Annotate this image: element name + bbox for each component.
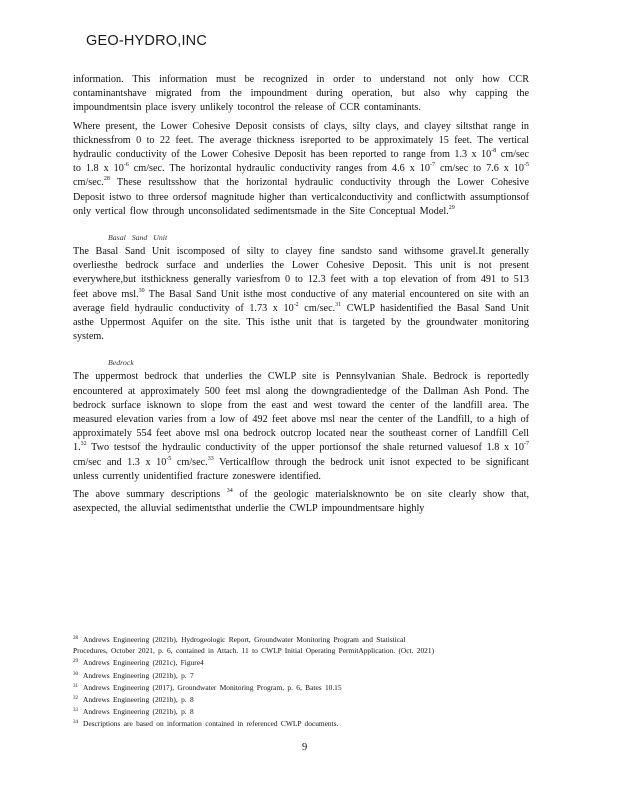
paragraph-basal-sand-unit xyxy=(73,245,529,344)
footnote xyxy=(73,705,533,717)
footnote xyxy=(73,656,533,668)
footnote xyxy=(73,693,533,705)
footnote xyxy=(73,669,533,681)
footnote xyxy=(73,633,533,645)
subheading-basal-sand-unit: Basal Sand Unit xyxy=(108,233,168,243)
document-body xyxy=(73,73,529,516)
paragraph-1: information. This information must be recognized in order to understand not only how CCR contaminantshave migrated from the impoundment during operation, but also why capping the impoundmentsin place isvery unlikely tocontrol the release of CCR contaminants. xyxy=(73,74,529,114)
exponent: -7 xyxy=(429,162,435,169)
footnote-number: 29 xyxy=(73,659,78,665)
text-run: CWLP hasidentified the Basal Sand Unit asthe Uppermost Aquifer on the site. This isthe unit that is targeted by the groundwater monitoring system. xyxy=(73,302,529,343)
text-run: cm/sec. xyxy=(171,456,208,468)
footnote-number: 34 xyxy=(73,720,78,726)
exponent: -8 xyxy=(491,148,497,155)
footnote-ref: 28 xyxy=(103,176,110,183)
footnote xyxy=(73,681,533,693)
footnote-text: Andrews Engineering (2021b), Hydrogeologic Report, Groundwater Monitoring Program and Statistical xyxy=(83,635,406,644)
text-run: The Basal Sand Unit iscomposed of silty to clayey fine sandsto sand withsome gravel.It generally overliesthe bedrock surface and underlies the Lower Cohesive Deposit. This unit is not present everywhere,but itsthickness generally variesfrom 0 to 12.3 feet with a top elevation of from 491 to 513 feet above msl. xyxy=(73,246,529,300)
text-run: Where present, the Lower Cohesive Deposit consists of clays, silty clays, and clayey siltsthat range in thicknessfrom 0 to 22 feet. The average thickness isreported to be approximately 15 feet. The vertical hydraulic conductivity of the Lower Cohesive Deposit has been reported to range from 1.3 x 10 xyxy=(73,120,529,161)
text-run: cm/sec and 1.3 x 10 xyxy=(73,456,167,468)
footnote-ref: 29 xyxy=(448,204,455,211)
text-run: The above summary descriptions xyxy=(73,489,227,501)
exponent: -2 xyxy=(293,301,299,308)
footnote-ref: 31 xyxy=(335,301,342,308)
exponent: -5 xyxy=(524,162,529,169)
text-run: cm/sec to 7.6 x 10 xyxy=(434,163,524,175)
text-run: The Basal Sand Unit isthe most conductive of any material encountered on site with an average field hydraulic conductivity of 1.73 x 10 xyxy=(73,288,529,314)
footnote-number: 32 xyxy=(73,696,78,702)
subheading-bedrock: Bedrock xyxy=(108,358,134,368)
footnote-ref: 32 xyxy=(80,441,87,448)
footnote-text: Andrews Engineering (2021b), p. 8 xyxy=(83,707,194,717)
footnote-text: Andrews Engineering (2017), Groundwater Monitoring Program, p. 6, Bates 10.15 xyxy=(83,682,342,692)
footnote-number: 33 xyxy=(73,708,78,714)
company-header: GEO-HYDRO,INC xyxy=(86,33,208,49)
footnote-text: Andrews Engineering (2021b), p. 8 xyxy=(83,695,194,705)
footnote-text: Andrews Engineering (2021b), p. 7 xyxy=(83,670,194,680)
text-run: These resultsshow that the horizontal hydraulic conductivity through the Lower Cohesive Deposit istwo to three ordersof magnitude higher than verticalconductivity and conflictwith assumptionsof only vertical flow through unconsolidated sedimentsmade in the Site Conceptual Model. xyxy=(73,177,529,217)
text-run: Verticalflow through the bedrock unit isnot expected to be significant unless currently unidentified fracture zoneswere identified. xyxy=(73,456,529,482)
footnote-ref: 34 xyxy=(226,488,233,495)
page-number: 9 xyxy=(302,742,308,753)
footnote-number: 31 xyxy=(73,683,78,689)
exponent: -7 xyxy=(524,441,529,448)
text-run: of the geologic materialsknownto be on site clearly show that, asexpected, the alluvial sedimentsthat underlie the CWLP impoundmentsare highly xyxy=(73,489,530,515)
paragraph-lower-cohesive-deposit xyxy=(73,120,529,219)
footnote-ref: 30 xyxy=(138,287,145,294)
paragraph-summary xyxy=(73,488,529,516)
footnote-number: 28 xyxy=(73,636,78,641)
footnote-text: Descriptions are based on information contained in referenced CWLP documents. xyxy=(83,719,339,729)
footnote-ref: 33 xyxy=(207,455,214,462)
footnote-number: 30 xyxy=(73,671,78,677)
exponent: -5 xyxy=(166,455,172,462)
footnote-continuation: Procedures, October 2021, p. 6, contained in Attach. 11 to CWLP Initial Operating PermitApplication. (Oct. 2021) xyxy=(73,646,435,656)
paragraph-bedrock xyxy=(73,370,529,484)
text-run: cm/sec. xyxy=(73,177,104,189)
text-run: cm/sec. xyxy=(298,302,336,314)
text-run: The uppermost bedrock that underlies the CWLP site is Pennsylvanian Shale. Bedrock is reportedly encountered at approximately 500 feet msl along the downgradientedge of the Dallman Ash Pond. The bedrock surface isknown to slope from the east and west toward the center of the landfill area. The measured elevation varies from a low of 492 feet above msl near the center of the Landfill, to a high of approximately 554 feet above msl ona bedrock outcrop located near the southeast corner of Landfill Cell 1. xyxy=(73,371,529,454)
text-run: cm/sec to 1.8 x 10 xyxy=(73,149,529,175)
footnote-text: Andrews Engineering (2021c), Figure4 xyxy=(83,658,204,668)
exponent: -6 xyxy=(123,162,129,169)
footnotes xyxy=(73,633,533,730)
footnote xyxy=(73,717,533,729)
text-run: Two testsof the hydraulic conductivity of the upper portionsof the shale returned valuesof 1.8 x 10 xyxy=(86,442,524,454)
text-run: cm/sec. The horizontal hydraulic conductivity ranges from 4.6 x 10 xyxy=(128,163,430,175)
